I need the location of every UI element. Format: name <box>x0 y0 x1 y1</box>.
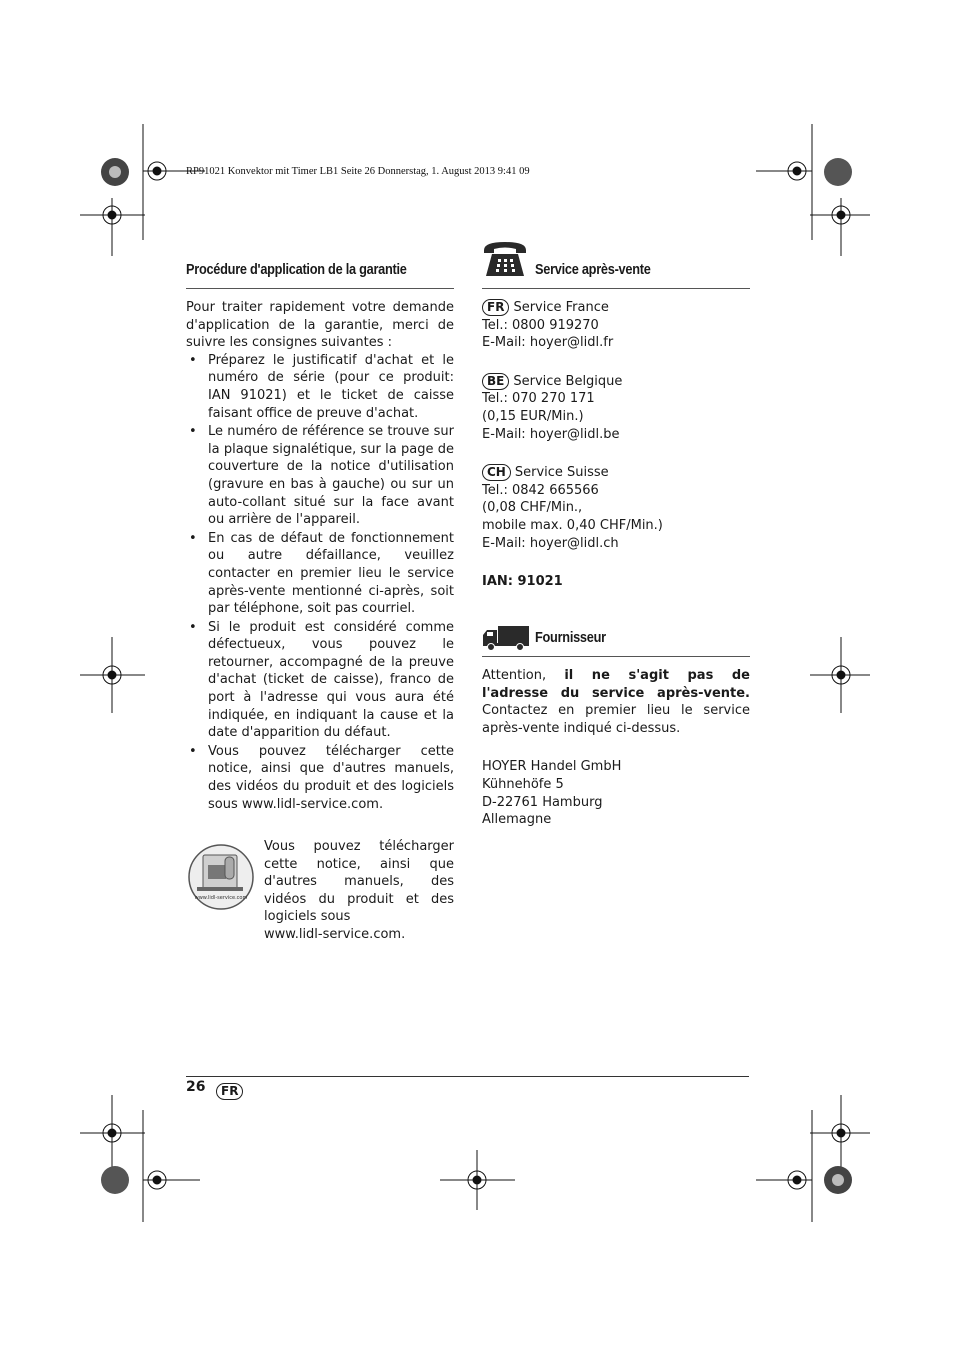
warranty-title-rule <box>186 288 454 289</box>
print-header-info: RP91021 Konvektor mit Timer LB1 Seite 26 Donnerstag, 1. August 2013 9:41 09 <box>186 166 530 177</box>
ian-number: IAN: 91021 <box>482 574 563 590</box>
footer-rule <box>186 1076 749 1077</box>
flag-fr-footer: FR <box>216 1083 243 1100</box>
list-item: • Préparez le justificatif d'achat et le numéro de série (pour ce produit: IAN 91021) et le ticket de caisse faisant office de preuve d'achat. <box>186 352 454 422</box>
telephone-icon <box>482 238 528 278</box>
service-france-tel: Tel.: 0800 919270 <box>482 317 599 333</box>
supplier-city: D-22761 Hamburg <box>482 794 603 810</box>
service-suisse-email[interactable]: E-Mail: hoyer@lidl.ch <box>482 535 619 551</box>
footer-lang-badge <box>216 1080 247 1100</box>
supplier-notice <box>482 667 750 737</box>
flag-fr-badge: FR <box>482 299 509 316</box>
service-france-email[interactable]: E-Mail: hoyer@lidl.fr <box>482 335 614 351</box>
supplier-body <box>482 667 750 829</box>
service-suisse-rate2: mobile max. 0,40 CHF/Min.) <box>482 517 663 533</box>
supplier-title: Fournisseur <box>535 630 606 646</box>
flag-ch-badge: CH <box>482 464 511 481</box>
service-title: Service après-vente <box>535 262 651 278</box>
service-suisse <box>482 464 750 552</box>
list-item: • Si le produit est considéré comme défectueux, vous pouvez le retourner, accompagné de la preuve d'achat (ticket de caisse), franco de port à l'adresse qui vous aura été indiquée, en indiquant la cause et la date d'apparition du défaut. <box>186 619 454 742</box>
service-belgique-name: Service Belgique <box>513 373 623 389</box>
service-belgique-rate: (0,15 EUR/Min.) <box>482 408 584 424</box>
download-note-text: Vous pouvez télécharger cette notice, ainsi que d'autres manuels, des vidéos du produit et des logiciels sous <box>264 839 454 925</box>
warranty-body <box>186 299 454 814</box>
service-contacts <box>482 299 750 591</box>
supplier-company: HOYER Handel GmbH <box>482 759 622 775</box>
download-note <box>264 838 454 944</box>
list-item: • En cas de défaut de fonctionnement ou autre défaillance, veuillez contacter en premier lieu le service après-vente mentionné ci-après, soit par téléphone, soit pas courriel. <box>186 530 454 618</box>
supplier-street: Kühnehöfe 5 <box>482 776 564 792</box>
download-badge-icon <box>187 843 255 911</box>
supplier-attention: Attention, <box>482 668 547 683</box>
supplier-warning: il ne s'agit pas de l'adresse du service après-vente. <box>482 668 750 701</box>
download-note-url[interactable]: www.lidl-service.com. <box>264 926 406 942</box>
supplier-contact: Contactez en premier lieu le service après-vente indiqué ci-dessus. <box>482 703 750 736</box>
list-item: • Le numéro de référence se trouve sur la plaque signalétique, sur la page de couverture de la notice d'utilisation (gravure en bas à gauche) ou sur un auto-collant situé sur la face avant ou arrière de l'appareil. <box>186 423 454 529</box>
service-belgique-tel: Tel.: 070 270 171 <box>482 391 595 407</box>
service-suisse-tel: Tel.: 0842 665566 <box>482 482 599 498</box>
list-item: • Vous pouvez télécharger cette notice, ainsi que d'autres manuels, des vidéos du produit et des logiciels sous www.lidl-service.com. <box>186 743 454 813</box>
service-france <box>482 299 750 352</box>
supplier-country: Allemagne <box>482 812 552 828</box>
service-title-rule <box>482 288 750 289</box>
service-belgique <box>482 373 750 443</box>
warranty-bullet-list <box>186 352 454 813</box>
truck-icon <box>482 625 530 651</box>
supplier-title-rule <box>482 656 750 657</box>
service-belgique-email[interactable]: E-Mail: hoyer@lidl.be <box>482 426 620 442</box>
service-france-name: Service France <box>513 300 609 315</box>
service-suisse-name: Service Suisse <box>514 465 609 481</box>
badge-caption: www.lidl-service.com <box>194 895 248 901</box>
warranty-title: Procédure d'application de la garantie <box>186 262 407 278</box>
service-suisse-rate1: (0,08 CHF/Min., <box>482 500 583 516</box>
flag-be-badge: BE <box>482 373 509 390</box>
page-number: 26 <box>186 1079 206 1095</box>
warranty-intro: Pour traiter rapidement votre demande d'application de la garantie, merci de suivre les consignes suivantes : <box>186 300 454 351</box>
